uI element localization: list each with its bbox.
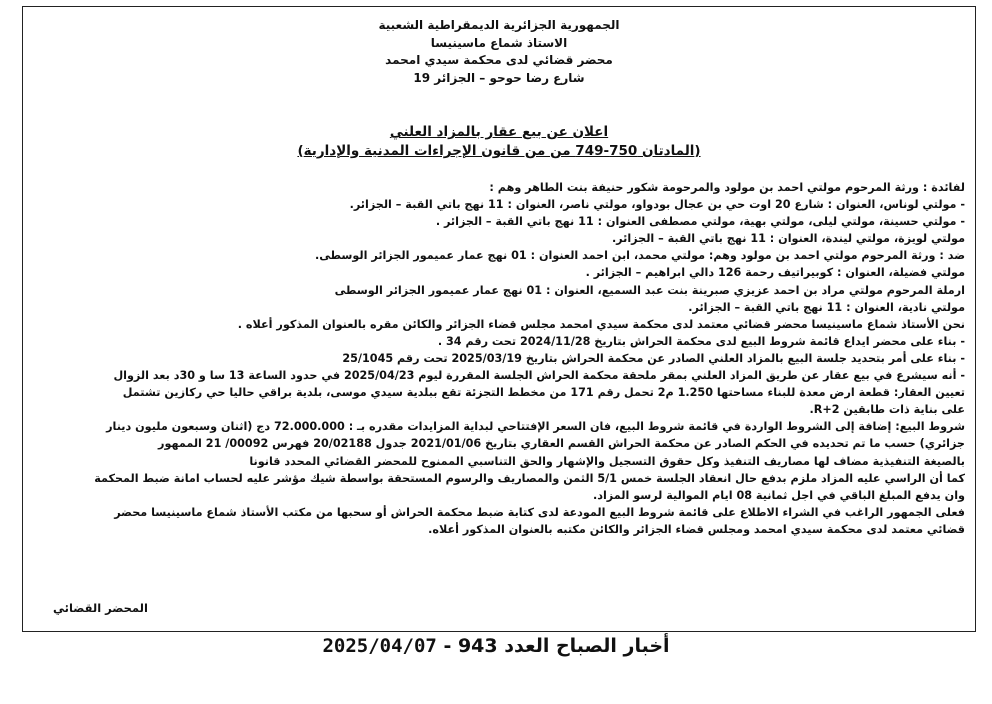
notice-frame — [22, 6, 976, 632]
body-line: لفائدة : ورثة المرحوم مولتي احمد بن مولود والمرحومة شكور حنيفة بنت الطاهر وهم : — [489, 181, 965, 194]
body-line: تعيين العقار: قطعة ارض معدة للبناء مساحتها 1.250 م2 تحمل رقم 171 من مخطط التجزئة تقع ببلدية سيدي موسى، بلدية براقي حاليا حي ركازين تشتمل — [122, 386, 965, 400]
body-line: شروط البيع: إضافة إلى الشروط الواردة في قائمة شروط البيع، فان السعر الإفتتاحي لبداية المزايدات مقدره بـ : 72.000.000 دج (اثنان وسبعون مليون دينار — [106, 420, 965, 434]
newspaper-issue: أخبار الصباح العدد 943 — [457, 635, 670, 657]
body-line: مولتي فضيلة، العنوان : كوبيراتيف رحمة 126 دالي ابراهيم – الجزائر . — [585, 266, 965, 280]
body-line: بالصيغة التنفيذية مضاف لها مصاريف التنفيذ وكل حقوق التسجيل والإشهار والحق التناسبي الممنوح للمحضر القضائي المحدد قانونا — [249, 454, 965, 468]
publication-date: 2025/04/07 — [322, 635, 437, 657]
republic-name: الجمهورية الجزائرية الديمقراطية الشعبية — [378, 18, 620, 32]
body-line: ارملة المرحوم مولتي مراد بن احمد عزيزي صبرينة بنت عبد السميع، العنوان : 01 نهج عمار عميمور الجزائر الوسطى — [334, 283, 965, 297]
body-line: وان يدفع المبلغ الباقي في اجل ثمانية 08 ايام الموالية لرسو المزاد. — [592, 488, 965, 502]
footer-separator: - — [436, 635, 458, 657]
signature: المحضر القضائي — [53, 601, 148, 615]
bailiff-address: 19 شارع رضا حوحو – الجزائر — [413, 70, 585, 85]
bailiff-office: محضر قضائي لدى محكمة سيدي امحمد — [385, 53, 613, 67]
notice-title — [23, 123, 975, 161]
body-line: كما أن الراسي عليه المزاد ملزم بدفع حال انعقاد الجلسة خمس 5/1 الثمن والمصاريف والرسوم المستحقة بواسطة شيك مؤشر عليه لحساب امانة ضبط المحكمة — [94, 471, 965, 485]
notice-title-main: اعلان عن بيع عقار بالمزاد العلني — [389, 124, 609, 140]
body-line: جزائري) حسب ما تم تحديده في الحكم الصادر عن محكمة الحراش القسم العقاري بتاريخ 2021/01/06 جدول 20/02188 فهرس 00092/ 21 الممهور — [158, 437, 965, 451]
notice-title-articles: (المادتان 750-749 من من قانون الإجراءات المدنية والإدارية) — [297, 143, 701, 159]
body-line: ضد : ورثة المرحوم مولتي احمد بن مولود وهم: مولتي محمد، ابن احمد العنوان : 01 نهج عمار عميمور الجزائر الوسطى. — [314, 249, 965, 263]
notice-body — [59, 179, 965, 538]
body-line: - بناء على أمر بتحديد جلسة البيع بالمزاد العلني الصادر عن محكمة الحراش بتاريخ 2025/03/19 تحت رقم 25/1045 — [342, 351, 965, 365]
body-line: نحن الأستاذ شماع ماسينيسا محضر قضائي معتمد لدى محكمة سيدي امحمد مجلس قضاء الجزائر والكائن مقره بالعنوان المذكور أعلاه . — [237, 317, 965, 331]
newspaper-footer — [0, 632, 992, 660]
body-line: على بناية ذات طابقين R+2. — [809, 403, 965, 417]
bailiff-name: الاستاذ شماع ماسينيسا — [430, 35, 568, 50]
body-line: فعلى الجمهور الراغب في الشراء الاطلاع على قائمة شروط البيع المودعة لدى كتابة ضبط محكمة الحراش أو سحبها من مكتب الأستاذ شماع ماسينيسا محضر — [114, 505, 965, 519]
body-line: - أنه سيشرع في بيع عقار عن طريق المزاد العلني بمقر ملحقة محكمة الحراش الجلسة المقررة ليوم 2025/04/23 في حدود الساعة 13 سا و 30د بعد الزوال — [113, 369, 965, 383]
body-line: - مولتي حسينة، مولتي ليلى، مولتي بهية، مولتي مصطفى العنوان : 11 نهج باتي القبة – الجزائر . — [435, 215, 965, 229]
body-line: - مولتي لوناس، العنوان : شارع 20 اوت حي بن عجال بودواو، مولتي ناصر، العنوان : 11 نهج باتي القبة – الجزائر. — [349, 198, 965, 212]
body-line: قضائي معتمد لدى محكمة سيدي امحمد ومجلس قضاء الجزائر والكائن مكتبه بالعنوان المذكور أعلاه. — [428, 522, 965, 536]
notice-header — [23, 17, 975, 87]
body-line: مولتي نادية، العنوان : 11 نهج باتي القبة – الجزائر. — [688, 300, 965, 314]
body-line: - بناء على محضر ايداع قائمة شروط البيع لدى محكمة الحراش بتاريخ 2024/11/28 تحت رقم 34 . — [437, 334, 965, 348]
body-line: مولتي لويزة، مولتي ليندة، العنوان : 11 نهج باتي القبة – الجزائر. — [611, 232, 965, 246]
